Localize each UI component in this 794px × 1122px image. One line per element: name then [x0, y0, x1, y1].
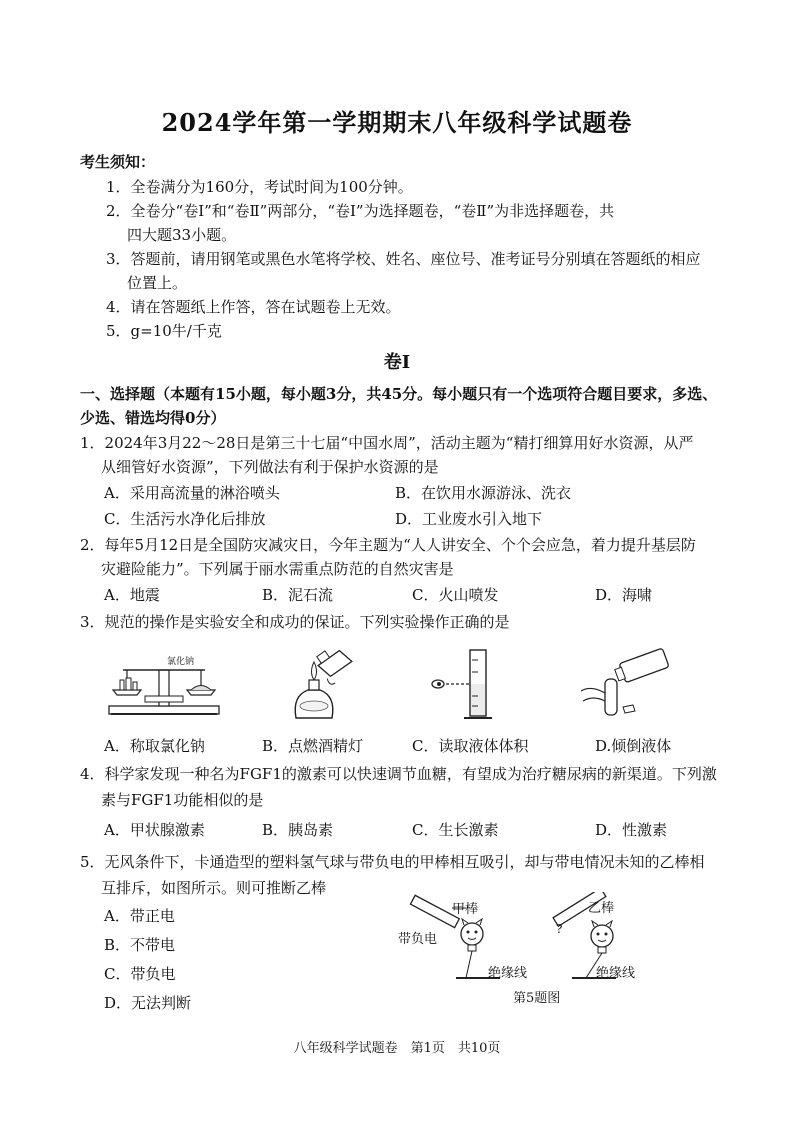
option-item: A．带正电 [104, 907, 175, 925]
option-item: D．海啸 [595, 586, 653, 604]
option-item: B．在饮用水源游泳、洗衣 [395, 484, 572, 502]
thread-b-label: 绝缘线 [596, 966, 636, 981]
notice-heading: 考生须知： [80, 153, 156, 171]
notice-item: 3．答题前，请用钢笔或黑色水笔将学校、姓名、座位号、准考证号分别填在答题纸的相应 [106, 250, 701, 268]
option-item: D．性激素 [595, 821, 668, 839]
notice-item: 2．全卷分“卷Ⅰ”和“卷Ⅱ”两部分，“卷Ⅰ”为选择题卷，“卷Ⅱ”为非选择题卷，共 [106, 202, 615, 220]
question-stem: 素与FGF1功能相似的是 [101, 791, 264, 809]
notice-item: 5．g=10牛/千克 [106, 322, 222, 340]
page-title: 2024学年第一学期期末八年级科学试题卷 [161, 108, 633, 137]
option-item: C．读取液体体积 [412, 737, 529, 755]
option-item: B．不带电 [104, 936, 176, 954]
option-item: A．甲状腺激素 [104, 821, 205, 839]
notice-item: 1．全卷满分为160分，考试时间为100分钟。 [106, 178, 413, 196]
notice-item: 位置上。 [127, 274, 188, 292]
rod-b-label: 乙棒 [588, 901, 615, 916]
rod-a-label: 甲棒 [452, 902, 479, 917]
figure-label: 氯化钠 [167, 657, 195, 667]
option-item: B．泥石流 [262, 586, 334, 604]
option-item: A．称取氯化钠 [104, 737, 205, 755]
pouring-liquid-illustration [575, 645, 690, 725]
thread-a-label: 绝缘线 [488, 966, 528, 981]
notice-item: 四大题33小题。 [127, 226, 237, 244]
option-item: D．工业废水引入地下 [395, 510, 543, 528]
section-instruction: 少选、错选均得0分） [80, 409, 226, 427]
question-stem: 从细管好水资源”，下列做法有利于保护水资源的是 [101, 458, 439, 476]
option-item: B．点燃酒精灯 [262, 737, 364, 755]
question-stem: 互排斥，如图所示。则可推断乙棒 [101, 879, 327, 897]
graduated-cylinder-illustration [428, 648, 508, 723]
page-footer: 八年级科学试题卷 第1页 共10页 [293, 1041, 501, 1056]
charge-b-label: ? [556, 922, 563, 936]
question-stem: 2．每年5月12日是全国防灾减灾日，今年主题为“人人讲安全、个个会应急，着力提升基层防 [80, 536, 696, 554]
section-title: 卷Ⅰ [383, 352, 411, 373]
charge-a-label: 带负电 [398, 932, 438, 947]
alcohol-lamp-illustration [282, 638, 362, 723]
question-stem: 灾避险能力”。下列属于丽水需重点防范的自然灾害是 [101, 560, 454, 578]
figure-caption: 第5题图 [513, 991, 561, 1006]
question-stem: 4．科学家发现一种名为FGF1的激素可以快速调节血糖，有望成为治疗糖尿病的新渠道。下列激 [80, 765, 717, 783]
question-stem: 3．规范的操作是实验安全和成功的保证。下列实验操作正确的是 [80, 613, 510, 631]
option-item: C．生长激素 [412, 821, 499, 839]
option-item: C．带负电 [104, 965, 176, 983]
option-item: A．地震 [104, 586, 160, 604]
section-instruction: 一、选择题（本题有15小题，每小题3分，共45分。每小题只有一个选项符合题目要求，多选、 [80, 385, 718, 403]
option-item: D．无法判断 [104, 994, 192, 1012]
notice-item: 4．请在答题纸上作答，答在试题卷上无效。 [106, 298, 401, 316]
option-item: C．火山喷发 [412, 586, 499, 604]
balance-illustration [105, 648, 225, 723]
option-item: A．采用高流量的淋浴喷头 [104, 484, 280, 502]
question-stem: 1．2024年3月22～28日是第三十七届“中国水周”，活动主题为“精打细算用好水资源，从严 [80, 434, 694, 452]
option-item: B．胰岛素 [262, 821, 334, 839]
question-stem: 5．无风条件下，卡通造型的塑料氢气球与带负电的甲棒相互吸引，却与带电情况未知的乙棒相 [80, 853, 705, 871]
option-item: C．生活污水净化后排放 [104, 510, 266, 528]
option-item: D.倾倒液体 [595, 737, 672, 755]
